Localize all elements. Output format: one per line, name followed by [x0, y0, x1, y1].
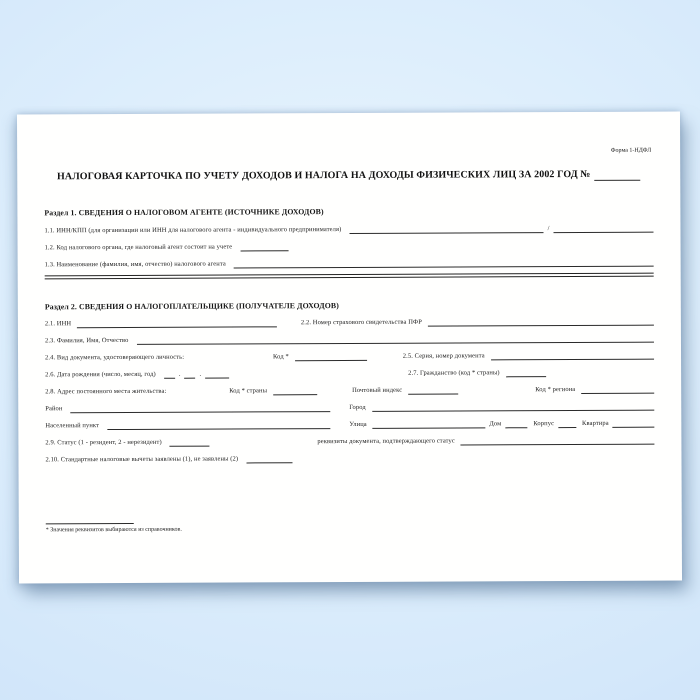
section2-heading: Раздел 2. СВЕДЕНИЯ О НАЛОГОПЛАТЕЛЬЩИКЕ (ПОЛУЧАТЕЛЕ ДОХОДОВ) — [44, 301, 339, 312]
form-title: НАЛОГОВАЯ КАРТОЧКА ПО УЧЕТУ ДОХОДОВ И НАЛОГА НА ДОХОДЫ ФИЗИЧЕСКИХ ЛИЦ ЗА 2002 ГОД № — [57, 168, 591, 183]
date-separator-1: . — [178, 370, 181, 378]
cell-district — [45, 404, 330, 413]
item-2-1-label: 2.1. ИНН — [44, 320, 72, 328]
house-label: Дом — [489, 420, 502, 428]
field-doc-code[interactable] — [295, 353, 367, 361]
field-agent-kpp[interactable] — [553, 225, 653, 233]
item-1-1-label: 1.1. ИНН/КПП (для организации или ИНН для налогового агента - индивидуального предпринимателя) — [44, 226, 342, 235]
section1-heading: Раздел 1. СВЕДЕНИЯ О НАЛОГОВОМ АГЕНТЕ (ИСТОЧНИКЕ ДОХОДОВ) — [44, 207, 324, 218]
cell-2-1 — [45, 319, 277, 328]
row-settlement-street — [45, 420, 654, 431]
footnote-rule — [46, 523, 134, 524]
row-2-6-2-7 — [45, 369, 654, 380]
district-label: Район — [45, 405, 63, 413]
row-1-3 — [45, 259, 654, 270]
postal-index-label: Почтовый индекс — [352, 386, 403, 394]
item-2-6-label: 2.6. Дата рождения (число, месяц, год) — [45, 370, 156, 379]
building-label: Корпус — [533, 420, 555, 428]
cell-2-6 — [45, 370, 408, 380]
form-code-label: Форма 1-НДФЛ — [610, 147, 652, 154]
field-citizenship-code[interactable] — [506, 369, 546, 377]
field-birth-year[interactable] — [205, 371, 229, 379]
field-apartment[interactable] — [613, 420, 655, 428]
inn-kpp-separator: / — [547, 225, 550, 233]
field-agent-name[interactable] — [234, 259, 654, 269]
cell-street — [349, 420, 485, 429]
item-2-4-label: 2.4. Вид документа, удостоверяющего личность: — [45, 353, 185, 362]
row-1-1 — [44, 225, 653, 236]
field-status[interactable] — [170, 439, 210, 447]
tax-form-page — [17, 112, 682, 584]
settlement-label: Населенный пункт — [45, 422, 100, 430]
field-full-name[interactable] — [136, 335, 653, 345]
city-label: Город — [349, 403, 366, 412]
field-tax-office-code[interactable] — [240, 243, 288, 251]
section-divider — [45, 273, 654, 280]
apartment-label: Квартира — [582, 419, 609, 427]
row-2-9 — [45, 437, 654, 448]
item-2-5-label: 2.5. Серия, номер документа — [402, 352, 485, 360]
item-2-10-label: 2.10. Стандартные налоговые вычеты заявлены (1), не заявлены (2) — [45, 455, 239, 464]
row-2-1-2-2 — [45, 318, 654, 329]
field-birth-month[interactable] — [185, 371, 196, 379]
field-settlement[interactable] — [107, 421, 330, 430]
item-2-7-label: 2.7. Гражданство (код * страны) — [408, 369, 500, 377]
row-district-city — [45, 403, 654, 414]
field-deductions-claimed[interactable] — [246, 455, 292, 463]
row-1-2 — [45, 242, 654, 253]
cell-settlement — [45, 421, 330, 430]
field-city[interactable] — [372, 403, 654, 412]
field-taxpayer-inn[interactable] — [77, 319, 277, 328]
footnote-text: * Значения реквизитов выбираются из справочников. — [45, 526, 182, 534]
field-country-code[interactable] — [273, 387, 317, 395]
item-2-9-label: 2.9. Статус (1 - резидент, 2 - нерезидент) — [45, 438, 162, 447]
cell-2-9 — [45, 438, 290, 447]
item-1-2-label: 1.2. Код налогового органа, где налоговый агент состоит на учете — [44, 243, 233, 252]
field-district[interactable] — [70, 404, 330, 413]
row-2-3 — [45, 335, 654, 346]
form-title-row — [44, 169, 653, 184]
field-status-doc[interactable] — [461, 437, 655, 446]
row-2-8 — [45, 386, 654, 397]
region-code-label: Код * региона — [535, 386, 576, 394]
item-1-3-label: 1.3. Наименование (фамилия, имя, отчество) налогового агента — [44, 260, 226, 269]
country-code-label: Код * страны — [229, 387, 268, 395]
field-pfr-number[interactable] — [428, 318, 654, 327]
field-card-number[interactable] — [594, 170, 640, 181]
item-2-3-label: 2.3. Фамилия, Имя, Отчество — [44, 336, 129, 345]
cell-2-4 — [45, 353, 273, 362]
item-2-8-label: 2.8. Адрес постоянного места жительства: — [45, 387, 167, 396]
row-2-4-2-5 — [45, 352, 654, 363]
field-region-code[interactable] — [581, 386, 654, 394]
field-house[interactable] — [505, 420, 527, 428]
field-postal-index[interactable] — [408, 387, 458, 395]
date-separator-2: . — [199, 370, 202, 378]
field-birth-day[interactable] — [164, 371, 175, 379]
doc-code-label: Код * — [273, 353, 289, 361]
row-2-10 — [45, 454, 654, 465]
field-doc-series-number[interactable] — [491, 352, 654, 361]
field-building[interactable] — [558, 420, 576, 428]
cell-2-8 — [45, 388, 229, 397]
field-street[interactable] — [373, 420, 486, 428]
field-agent-inn[interactable] — [349, 225, 543, 234]
cell-2-2 — [301, 318, 654, 328]
item-2-2-label: 2.2. Номер страхового свидетельства ПФР — [300, 318, 422, 327]
status-doc-label: реквизиты документа, подтверждающего статус — [317, 437, 455, 446]
street-label: Улица — [349, 420, 367, 429]
